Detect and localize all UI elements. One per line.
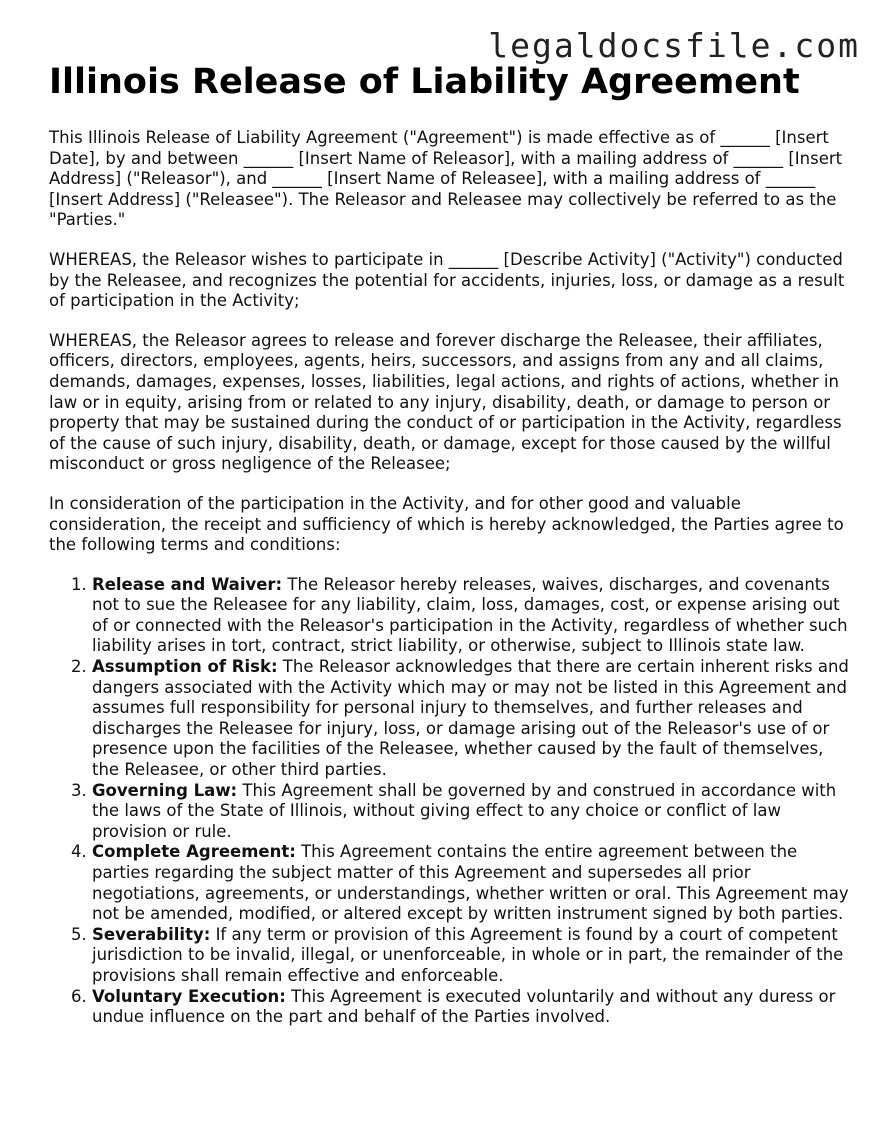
term-text: This Agreement shall be governed by and construed in accordance with the laws of the State of Illinois, without giving effect to any choice or conflict of law provision or rule. — [92, 780, 837, 841]
term-text: The Releasor acknowledges that there are certain inherent risks and dangers associated with the Activity which may or may not be listed in this Agreement and assumes full responsibility for personal injury to themselves, and further releases and discharges the Releasee for injury, loss, or damage arising out of the Releasor's use of or presence upon the facilities of the Releasee, whether caused by the fault of themselves, the Releasee, or other third parties. — [92, 657, 849, 780]
term-item — [92, 575, 849, 657]
intro-paragraph: This Illinois Release of Liability Agreement ("Agreement") is made effective as of ______ [Insert Date], by and between ______ [Insert Name of Releasor], with a mailing address of ______ [Insert Address] ("Releasor"), and ______ [Insert Name of Releasee], with a mailing address of ______ [Insert Address] ("Releasee"). The Releasor and Releasee may collectively be referred to as the "Parties." — [49, 128, 843, 230]
term-item — [92, 842, 849, 924]
term-item — [92, 781, 849, 843]
whereas-paragraph-1: WHEREAS, the Releasor wishes to participate in ______ [Describe Activity] ("Activity") conducted by the Releasee, and recognizes the potential for accidents, injuries, loss, or damage as a result of participation in the Activity; — [49, 249, 845, 311]
watermark: legaldocsfile.com — [488, 26, 860, 65]
term-text: This Agreement is executed voluntarily and without any duress or undue influence on the part and behalf of the Parties involved. — [92, 986, 836, 1027]
page-title: Illinois Release of Liability Agreement — [49, 62, 800, 102]
term-heading: Severability: — [92, 924, 211, 944]
term-item — [92, 925, 849, 987]
terms-list — [49, 575, 849, 1028]
term-text: This Agreement contains the entire agreement between the parties regarding the subject matter of this Agreement and supersedes all prior negotiations, agreements, or understandings, whether written or oral. This Agreement may not be amended, modified, or altered except by written instrument signed by both parties. — [92, 842, 849, 924]
term-item — [92, 987, 849, 1028]
term-item — [92, 657, 849, 781]
term-text: If any term or provision of this Agreement is found by a court of competent jurisdiction to be invalid, illegal, or unenforceable, in whole or in part, the remainder of the provisions shall remain effective and enforceable. — [92, 924, 844, 985]
term-heading: Complete Agreement: — [92, 842, 296, 862]
consideration-paragraph: In consideration of the participation in the Activity, and for other good and valuable consideration, the receipt and sufficiency of which is hereby acknowledged, the Parties agree to the following terms and conditions: — [49, 493, 844, 555]
term-heading: Release and Waiver: — [92, 574, 283, 594]
term-heading: Assumption of Risk: — [92, 657, 278, 677]
term-text: The Releasor hereby releases, waives, discharges, and covenants not to sue the Releasee for any liability, claim, loss, damages, cost, or expense arising out of or connected with the Releasor's participation in the Activity, regardless of whether such liability arises in tort, contract, strict liability, or otherwise, subject to Illinois state law. — [92, 574, 848, 656]
whereas-paragraph-2: WHEREAS, the Releasor agrees to release and forever discharge the Releasee, their affiliates, officers, directors, employees, agents, heirs, successors, and assigns from any and all claims, demands, damages, expenses, losses, liabilities, legal actions, and rights of actions, whether in law or in equity, arising from or related to any injury, disability, death, or damage to person or property that may be sustained during the conduct of or participation in the Activity, regardless of the cause of such injury, disability, death, or damage, except for those caused by the willful misconduct or gross negligence of the Releasee; — [49, 330, 842, 474]
term-heading: Voluntary Execution: — [92, 986, 286, 1006]
term-heading: Governing Law: — [92, 780, 238, 800]
document-body — [49, 128, 849, 1028]
